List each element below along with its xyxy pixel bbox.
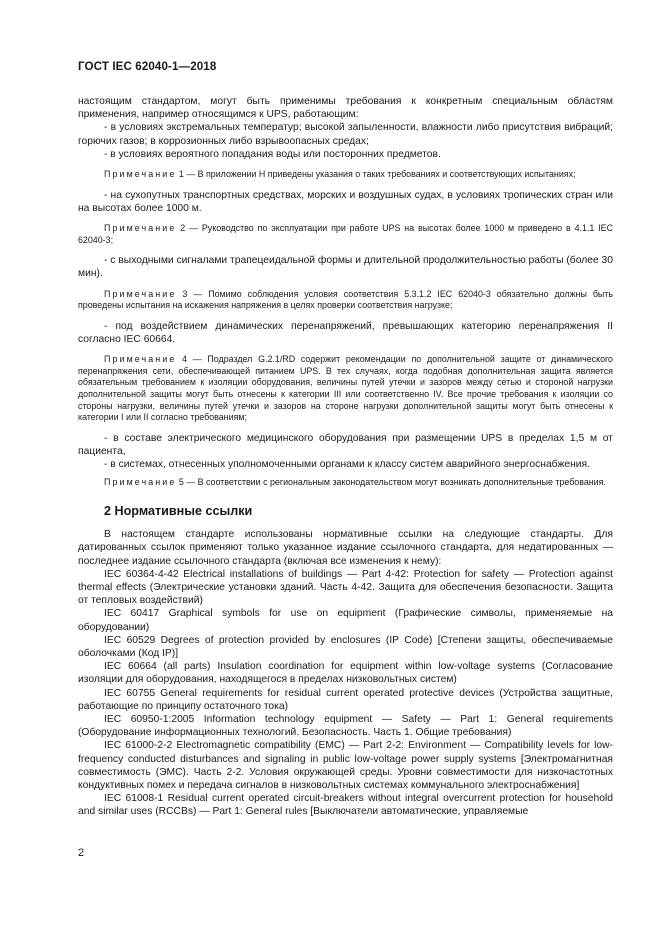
reference-item: IEC 60417 Graphical symbols for use on equipment (Графические символы, применяемые на оборудовании) [78, 608, 613, 633]
list-item: - под воздействием динамических перенапряжений, превышающих категорию перенапряжения II согласно IEC 60664. [78, 320, 613, 345]
note-text: 2 — Руководство по эксплуатации при работе UPS на высотах более 1000 м приведено в 4.1.1 IEC 62040-3; [78, 223, 613, 245]
note-label: Примечание [104, 477, 177, 488]
note-text: 3 — Помимо соблюдения условия соответствия 5.3.1.2 IEC 62040-3 обязательно должны быть проведены испытания на искажения напряжения в целях проверки соответствия нагрузке; [78, 288, 613, 311]
note-text: 4 — Подраздел G.2.1/RD содержит рекомендации по дополнительной защите от динамического перенапряжения сети, обеспечивающей питанием UPS. В тех случаях, когда подобная дополнительная защита является обязательным требованием к изоляции оборудования, величины путей утечки и зазоров между сетью и стороной нагрузки дополнительной защиты могут быть отнесены к категории III или соответственно IV. Все прочие требования к изоляции со стороны нагрузки, величины путей утечки и зазоров на стороне нагрузки дополнительной защиты могут быть отнесены к категории I или II согласно требованиям; [78, 354, 613, 423]
note-label: Примечание [104, 354, 177, 365]
note-label: Примечание [104, 288, 177, 299]
list-item: - в условиях экстремальных температур; высокой запыленности, влажности либо присутствия вибраций; горючих газов; в коррозионных либо взрывоопасных средах; [78, 122, 613, 147]
paragraph: настоящим стандартом, могут быть применимы требования к конкретным специальным областям применения, например относящимся к UPS, работающим: [78, 96, 613, 121]
list-item: - с выходными сигналами трапецеидальной формы и длительной продолжительностью работы (более 30 мин). [78, 255, 613, 280]
note-3 [78, 289, 613, 312]
list-item: - в системах, отнесенных уполномоченными органами к классу систем аварийного энергоснабжения. [104, 459, 590, 471]
reference-item: IEC 60950-1:2005 Information technology equipment — Safety — Part 1: General requirements (Оборудование информационных технологий. Безопасность. Часть 1. Общие требования) [78, 714, 613, 739]
list-item: - на сухопутных транспортных средствах, морских и воздушных судах, в условиях тропических стран или на высотах более 1000 м. [78, 189, 613, 214]
note-label: Примечание [104, 169, 177, 180]
note-label: Примечание [104, 223, 177, 234]
note-4 [78, 354, 613, 424]
document-body [78, 95, 613, 819]
reference-item: IEC 61000-2-2 Electromagnetic compatibility (EMC) — Part 2-2: Environment — Compatibility levels for low-frequency conducted disturbances and signaling in public low-voltage power supply systems [Электромагнитная совместимость (ЭМС). Часть 2-2. Условия окружающей среды. Уровни совместимости для низкочастотных кондуктивных помех и передача сигналов в низковольтных системах коммунального электроснабжения] [78, 740, 613, 792]
document-header: ГОСТ IEC 62040-1—2018 [78, 60, 217, 73]
note-text: 1 — В приложении H приведены указания о таких требованиях и соответствующих испытаниях; [176, 169, 576, 180]
note-1 [78, 169, 613, 181]
references-list [78, 528, 613, 818]
reference-item: IEC 61008-1 Residual current operated circuit-breakers without integral overcurrent protection for household and similar uses (RCCBs) — Part 1: General rules [Выключатели автоматические, управляемые [78, 793, 613, 818]
note-text: 5 — В соответствии с региональным законодательством могут возникать дополнительные требования. [176, 477, 606, 488]
note-5 [78, 477, 613, 489]
section-title: 2 Нормативные ссылки [104, 503, 253, 518]
section-intro: В настоящем стандарте использованы нормативные ссылки на следующие стандарты. Для датированных ссылок применяют только указанное издание ссылочного стандарта, для недатированных — последнее издание ссылочного стандарта (включая все изменения к нему): [78, 529, 613, 567]
reference-item: IEC 60364-4-42 Electrical installations of buildings — Part 4-42: Protection for safety — Protection against thermal effects (Электрические установки зданий. Часть 4-42. Защита для обеспечения безопасности. Защита от тепловых воздействий) [78, 568, 613, 607]
list-item: - в составе электрического медицинского оборудования при размещении UPS в пределах 1,5 м от пациента, [78, 432, 613, 457]
page-number: 2 [78, 847, 85, 859]
note-2 [78, 223, 613, 246]
reference-item: IEC 60664 (all parts) Insulation coordination for equipment within low-voltage systems (Согласование изоляции для оборудования, находящегося в пределах низковольтных систем) [78, 661, 613, 686]
reference-item: IEC 60755 General requirements for residual current operated protective devices (Устройства защитные, работающие по принципу остаточного тока) [78, 687, 613, 712]
list-item: - в условиях вероятного попадания воды или посторонних предметов. [104, 148, 441, 160]
reference-item: IEC 60529 Degrees of protection provided by enclosures (IP Code) [Степени защиты, обеспечиваемые оболочками (Код IP)] [78, 634, 613, 659]
